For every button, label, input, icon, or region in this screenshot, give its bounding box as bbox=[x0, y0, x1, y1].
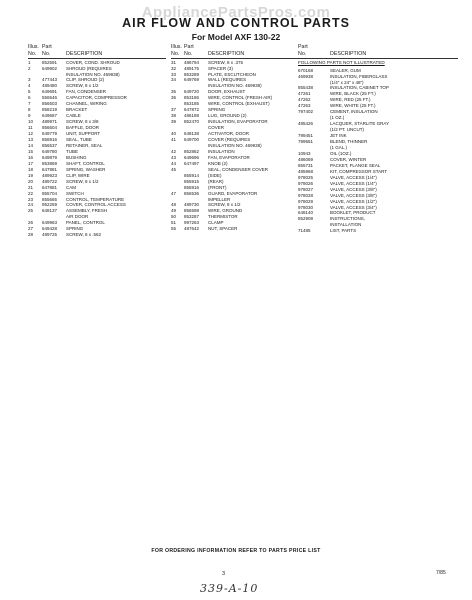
part-number: 853289 bbox=[184, 71, 200, 77]
part-description: WIRE, GROUND bbox=[208, 208, 243, 214]
part-number: 799451 bbox=[298, 133, 314, 139]
illus-number: 28 bbox=[28, 232, 34, 238]
illus-number: 13 bbox=[28, 136, 34, 142]
part-description: CLIP, SHROUD (2) bbox=[66, 77, 105, 83]
part-number: 855914 bbox=[184, 172, 200, 178]
part-description: SCREW, 8 x .562 bbox=[66, 232, 102, 238]
part-number: 486069 bbox=[298, 156, 314, 162]
part-number: 47261 bbox=[298, 91, 311, 97]
illus-number: 11 bbox=[28, 125, 33, 131]
illus-number: 49 bbox=[171, 208, 177, 214]
illus-number: 31 bbox=[171, 59, 177, 65]
part-description: COVER, COND. SHROUD bbox=[66, 59, 120, 65]
part-number: 487642 bbox=[184, 226, 200, 232]
part-number: 853186 bbox=[184, 95, 200, 101]
part-description: LIST, PARTS bbox=[330, 228, 357, 234]
illus-number: 4 bbox=[28, 83, 31, 89]
header-part: Part bbox=[42, 44, 52, 50]
part-description: WIRE, RED (25 FT.) bbox=[330, 97, 371, 103]
part-number: 852470 bbox=[184, 119, 200, 125]
part-number: 852591 bbox=[42, 59, 58, 65]
part-number: 648137 bbox=[42, 208, 58, 214]
part-description: PANEL, CONTROL bbox=[66, 220, 105, 226]
part-description: INSTRUCTIONS, bbox=[330, 216, 366, 222]
part-description: VALVE, ACCESS (1/4") bbox=[330, 174, 377, 180]
part-description: (1/4" x 24" x 48") bbox=[330, 79, 364, 85]
part-number: 489725 bbox=[42, 232, 58, 238]
part-number: 647497 bbox=[184, 160, 200, 166]
model-subtitle: For Model AXF 130-22 bbox=[191, 32, 281, 42]
part-description: FAN, CONDENSER bbox=[66, 89, 107, 95]
illus-number: 33 bbox=[171, 71, 177, 77]
part-description: LACQUER, STARLITE GRAY bbox=[330, 121, 390, 127]
illus-number: 32 bbox=[171, 65, 177, 71]
illus-number: 50 bbox=[171, 214, 177, 220]
part-description: SEAL, TUBE bbox=[66, 136, 92, 142]
illus-number: 42 bbox=[171, 148, 177, 154]
part-number: 649879 bbox=[42, 154, 58, 160]
part-description: SCREW, 8 x .375 bbox=[208, 59, 244, 65]
part-number: 649963 bbox=[42, 220, 58, 226]
column-header-top bbox=[171, 44, 301, 51]
part-description: INSULATION, FIBERGLASS bbox=[330, 73, 388, 79]
part-number: 855438 bbox=[298, 85, 314, 91]
part-description: PACKET, FLANGE SEAL bbox=[330, 162, 381, 168]
watermark: AppliancePartsPros.com bbox=[141, 4, 331, 21]
part-number: 856537 bbox=[42, 142, 58, 148]
part-description: FAN, EVAPORATOR bbox=[208, 154, 250, 160]
part-number: 856503 bbox=[42, 101, 58, 107]
illus-number: 47 bbox=[171, 190, 177, 196]
illus-number: 41 bbox=[171, 136, 177, 142]
part-description: KIT, COMPRESSOR START bbox=[330, 168, 388, 174]
illus-number: 37 bbox=[171, 107, 177, 113]
part-description: LUG, GROUND (2) bbox=[208, 113, 247, 119]
part-description: CAM bbox=[66, 184, 76, 190]
illus-number: 12 bbox=[28, 131, 34, 137]
part-description: RETAINER, SEAL bbox=[66, 142, 103, 148]
part-number: 489730 bbox=[184, 202, 200, 208]
part-number: 647881 bbox=[42, 184, 58, 190]
part-number: 486188 bbox=[184, 113, 200, 119]
part-number: 649700 bbox=[184, 136, 200, 142]
part-description: VALVE, ACCESS (3/8") bbox=[330, 186, 377, 192]
illus-number: 36 bbox=[171, 95, 177, 101]
part-description: SEAL, CONDENSER COVER bbox=[208, 166, 269, 172]
part-number: 649902 bbox=[42, 65, 58, 71]
illus-number: 55 bbox=[171, 226, 177, 232]
part-description: CAPACITOR, COMPRESSOR bbox=[66, 95, 127, 101]
part-number: 489722 bbox=[42, 178, 58, 184]
illus-number: 14 bbox=[28, 142, 34, 148]
part-number: 486794 bbox=[184, 59, 200, 65]
part-number: 978028 bbox=[298, 192, 314, 198]
illus-number: 7 bbox=[28, 101, 31, 107]
page-number: 3 bbox=[222, 571, 226, 577]
part-description: SCREW, 8 x 1/2 bbox=[66, 178, 99, 184]
part-number: 855916 bbox=[184, 184, 200, 190]
part-description: SHROUD (REQUIRES bbox=[66, 65, 112, 71]
part-number: 978025 bbox=[298, 174, 314, 180]
part-number: 647881 bbox=[42, 166, 58, 172]
header-illus: Illus. bbox=[28, 44, 39, 50]
part-number: 853287 bbox=[184, 214, 200, 220]
part-description: INSTALLATION bbox=[330, 222, 362, 228]
column-header-bottom bbox=[298, 51, 458, 59]
part-number: 858219 bbox=[42, 107, 58, 113]
part-description: SHAFT, CONTROL bbox=[66, 160, 105, 166]
part-description: SPACER (3) bbox=[208, 65, 233, 71]
part-description: (1 OZ.) bbox=[330, 115, 345, 121]
part-number: 649769 bbox=[184, 77, 200, 83]
part-description: CLIP, WIRE bbox=[66, 172, 90, 178]
part-description: BLEND, THINNER bbox=[330, 139, 368, 145]
part-number: 855704 bbox=[42, 190, 58, 196]
part-description: (1 GAL.) bbox=[330, 144, 348, 150]
part-number: 556546 bbox=[42, 95, 58, 101]
part-description: AIR DOOR bbox=[66, 214, 89, 220]
header-partno: No. bbox=[184, 50, 193, 57]
part-number: 997263 bbox=[184, 220, 200, 226]
part-number: 649687 bbox=[42, 113, 58, 119]
part-description: UNIT, SUPPORT bbox=[66, 131, 101, 137]
part-number: 978029 bbox=[298, 198, 314, 204]
part-number: 647872 bbox=[184, 107, 200, 113]
part-description: INSULATION NO. 469938) bbox=[208, 83, 262, 89]
illus-number: 16 bbox=[28, 154, 34, 160]
part-number: 489923 bbox=[42, 172, 58, 178]
part-number: 855915 bbox=[184, 178, 200, 184]
part-description: CHANNEL, WIRING bbox=[66, 101, 107, 107]
part-description: THERMISTOR bbox=[208, 214, 238, 220]
part-description: VALVE, ACCESS (3/8") bbox=[330, 192, 377, 198]
illus-number: 39 bbox=[171, 119, 177, 125]
part-description: BOOKLET, PRODUCT bbox=[330, 210, 376, 216]
part-number: 485968 bbox=[298, 168, 314, 174]
header-no: No. bbox=[171, 50, 180, 57]
handwritten-code: 339-A-10 bbox=[200, 582, 259, 595]
part-description: COVER (REQUIRES bbox=[208, 136, 251, 142]
part-number: 978027 bbox=[298, 186, 314, 192]
revision-date: 7/85 bbox=[436, 570, 446, 576]
ordering-info-footer: FOR ORDERING INFORMATION REFER TO PARTS PRICE LIST bbox=[151, 548, 321, 554]
illus-number: 2 bbox=[28, 65, 31, 71]
part-number: 649691 bbox=[42, 89, 58, 95]
part-description: VALVE, ACCESS (3/4") bbox=[330, 204, 377, 210]
illus-number: 26 bbox=[28, 220, 34, 226]
part-number: 797402 bbox=[298, 109, 314, 115]
part-number: 489175 bbox=[184, 65, 200, 71]
illus-number: 10 bbox=[28, 119, 34, 125]
header-description: DESCRIPTION bbox=[208, 50, 245, 57]
part-number: 47262 bbox=[298, 97, 311, 103]
illus-number: 20 bbox=[28, 178, 34, 184]
illus-number: 18 bbox=[28, 166, 34, 172]
part-number: 469938 bbox=[298, 73, 314, 79]
illus-number: 23 bbox=[28, 196, 34, 202]
parts-row bbox=[298, 228, 458, 234]
part-number: 856604 bbox=[42, 125, 58, 131]
parts-column-1 bbox=[28, 44, 166, 238]
part-number: 10943 bbox=[298, 150, 311, 156]
header-description: DESCRIPTION bbox=[66, 50, 103, 57]
part-description: WALL (REQUIRES bbox=[208, 77, 247, 83]
part-number: 853869 bbox=[42, 160, 58, 166]
part-number: 649779 bbox=[42, 131, 58, 137]
illus-number: 9 bbox=[28, 113, 31, 119]
illus-number: 24 bbox=[28, 202, 34, 208]
illus-number: 22 bbox=[28, 190, 34, 196]
illus-number: 5 bbox=[28, 89, 31, 95]
column-header-top bbox=[28, 44, 166, 51]
illus-number: 25 bbox=[28, 208, 34, 214]
part-number: 648140 bbox=[298, 210, 314, 216]
part-description: BAFFLE, DOOR bbox=[66, 125, 100, 131]
header-partno: No. bbox=[298, 50, 307, 57]
part-number: 47263 bbox=[298, 103, 311, 109]
header-illus: Illus. bbox=[171, 44, 182, 50]
part-description: INSULATION, EVAPORATOR bbox=[208, 119, 268, 125]
illus-number: 40 bbox=[171, 131, 177, 137]
illus-number: 21 bbox=[28, 184, 34, 190]
part-description: SCREW, 8 x 1/2 bbox=[66, 83, 99, 89]
illus-number: 27 bbox=[28, 226, 34, 232]
part-description: COVER, WINTER bbox=[330, 156, 367, 162]
part-description: KNOB (2) bbox=[208, 160, 228, 166]
part-number: 477443 bbox=[42, 77, 58, 83]
part-description: ASSEMBLY, FRESH bbox=[66, 208, 108, 214]
part-number: 489480 bbox=[42, 83, 58, 89]
part-description: BRACKET bbox=[66, 107, 88, 113]
part-number: 485426 bbox=[298, 121, 314, 127]
header-part: Part bbox=[184, 44, 194, 50]
illus-number: 51 bbox=[171, 220, 177, 226]
part-description: WIRE, WHITE (25 FT.) bbox=[330, 103, 376, 109]
illus-number: 3 bbox=[28, 77, 31, 83]
parts-row bbox=[28, 232, 166, 238]
part-number: 649720 bbox=[184, 89, 200, 95]
part-description: IMPELLER bbox=[208, 196, 231, 202]
part-description: SPRING bbox=[208, 107, 226, 113]
part-description: COVER bbox=[208, 125, 225, 131]
part-description: VALVE, ACCESS (1/4") bbox=[330, 180, 377, 186]
part-description: (REAR) bbox=[208, 178, 224, 184]
part-description: SEALER, GUM bbox=[330, 67, 361, 73]
page-title: AIR FLOW AND CONTROL PARTS bbox=[122, 16, 350, 30]
illus-number: 35 bbox=[171, 89, 177, 95]
illus-number: 38 bbox=[171, 113, 177, 119]
illus-number: 43 bbox=[171, 154, 177, 160]
part-number: 649780 bbox=[42, 148, 58, 154]
column-header-bottom bbox=[171, 51, 301, 59]
part-number: 852862 bbox=[184, 148, 200, 154]
part-number: 799551 bbox=[298, 139, 314, 145]
part-description: WIRE, CONTROL (EXHAUST) bbox=[208, 101, 270, 107]
part-number: 856536 bbox=[184, 190, 200, 196]
part-description: SCREW, 8 x 3/8 bbox=[66, 119, 99, 125]
part-number: 855731 bbox=[298, 162, 314, 168]
part-description: (SIDE) bbox=[208, 172, 222, 178]
illus-number: 6 bbox=[28, 95, 31, 101]
part-number: 856916 bbox=[42, 136, 58, 142]
illus-number: 34 bbox=[171, 77, 177, 83]
part-number: 649428 bbox=[42, 226, 58, 232]
illus-number: 45 bbox=[171, 166, 177, 172]
column-header-top bbox=[298, 44, 458, 51]
not-illustrated-note: FOLLOWING PARTS NOT ILLUSTRATED bbox=[298, 59, 385, 65]
part-description: COVER, CONTROL ACCESS bbox=[66, 202, 126, 208]
part-description: TUBE bbox=[66, 148, 79, 154]
part-description: NUT, SPACER bbox=[208, 226, 238, 232]
header-part: Part bbox=[298, 44, 308, 50]
part-description: JET INK bbox=[330, 133, 347, 139]
parts-column-2 bbox=[171, 44, 301, 232]
part-description: BUSHING bbox=[66, 154, 87, 160]
part-number: 852908 bbox=[298, 216, 314, 222]
part-description: SPRING, WASHER bbox=[66, 166, 106, 172]
part-number: 648138 bbox=[184, 131, 200, 137]
part-description: CEMENT, INSULATION bbox=[330, 109, 378, 115]
part-number: 649696 bbox=[184, 154, 200, 160]
illus-number: 19 bbox=[28, 172, 34, 178]
part-description: ACTIVATOR, DOOR bbox=[208, 131, 250, 137]
illus-number: 15 bbox=[28, 148, 34, 154]
part-description: (1/2 PT. UNCUT) bbox=[330, 127, 365, 133]
part-description: DOOR, EXHAUST bbox=[208, 89, 246, 95]
header-partno: No. bbox=[42, 50, 51, 57]
part-description: OIL (1OZ.) bbox=[330, 150, 352, 156]
header-description: DESCRIPTION bbox=[330, 50, 367, 57]
part-number: 978026 bbox=[298, 180, 314, 186]
part-description: SCREW, 8 x 1/2 bbox=[208, 202, 241, 208]
part-number: 670168 bbox=[298, 67, 314, 73]
part-number: 853185 bbox=[184, 101, 200, 107]
part-description: VALVE, ACCESS (1/2") bbox=[330, 198, 377, 204]
part-description: SPRING bbox=[66, 226, 84, 232]
part-description: GUARD, EVAPORATOR bbox=[208, 190, 258, 196]
part-description: CABLE bbox=[66, 113, 81, 119]
part-number: 855665 bbox=[42, 196, 58, 202]
part-description: WIRE, CONTROL (FRESH AIR) bbox=[208, 95, 273, 101]
part-description: INSULATION NO. 469938) bbox=[66, 71, 120, 77]
illus-number: 44 bbox=[171, 160, 177, 166]
illus-number: 8 bbox=[28, 107, 31, 113]
header-no: No. bbox=[28, 50, 37, 57]
part-number: 71485 bbox=[298, 228, 311, 234]
part-number: 489971 bbox=[42, 119, 58, 125]
part-description: (FRONT) bbox=[208, 184, 227, 190]
column-header-bottom bbox=[28, 51, 166, 59]
part-description: CONTROL, TEMPERATURE bbox=[66, 196, 125, 202]
part-description: INSULATION, CABINET TOP bbox=[330, 85, 389, 91]
part-description: CLAMP bbox=[208, 220, 224, 226]
part-description: INSULATION bbox=[208, 148, 235, 154]
illus-number: 1 bbox=[28, 59, 31, 65]
part-number: 952259 bbox=[42, 202, 58, 208]
parts-row bbox=[171, 226, 301, 232]
illus-number: 17 bbox=[28, 160, 34, 166]
part-description: SWITCH bbox=[66, 190, 84, 196]
part-description: WIRE, BLACK (25 FT.) bbox=[330, 91, 376, 97]
part-number: 856598 bbox=[184, 208, 200, 214]
parts-column-3 bbox=[298, 44, 458, 234]
part-number: 978030 bbox=[298, 204, 314, 210]
part-description: INSULATION NO. 469938) bbox=[208, 142, 262, 148]
part-description: PLATE, ESCUTCHEON bbox=[208, 71, 256, 77]
illus-number: 48 bbox=[171, 202, 177, 208]
